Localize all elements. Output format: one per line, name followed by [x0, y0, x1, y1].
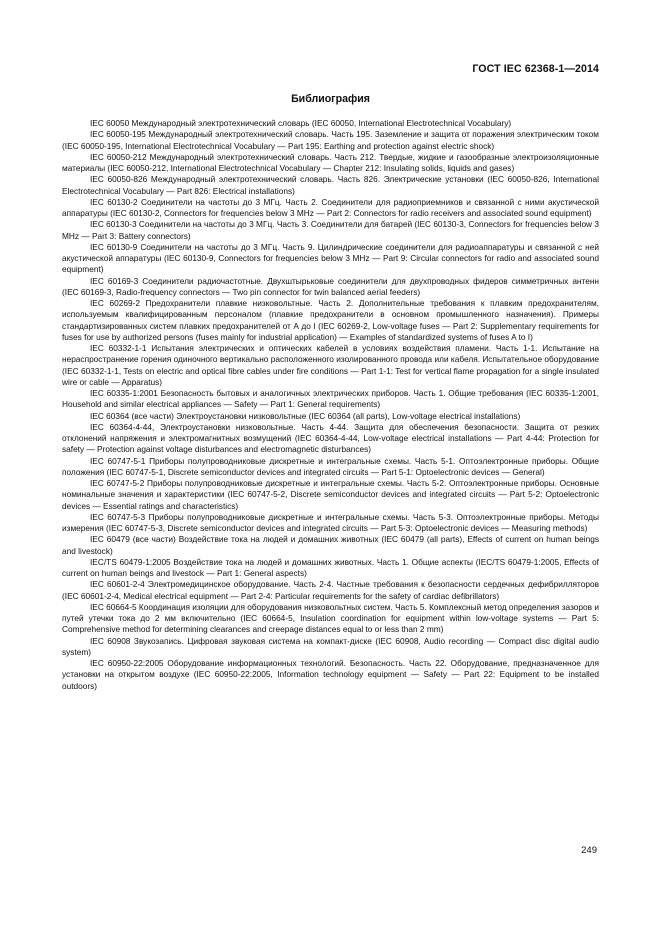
bibliography-entry: IEC 60050-195 Международный электротехнический словарь. Часть 195. Заземление и защита от поражения электрическим током (IEC 60050-195, International Electrotechnical Vocabulary — Part 195: Earthing and protection against electric shock)	[62, 129, 599, 151]
bibliography-entry: IEC 60130-2 Соединители на частоты до 3 МГц. Часть 2. Соединители для радиоприемников и связанной с ними акустической аппаратуры (IEC 60130-2, Connectors for frequencies below 3 MHz — Part 2: Connectors for radio receivers and associated sound equipment)	[62, 196, 599, 218]
bibliography-entry: IEC 60364-4-44, Электроустановки низковольтные. Часть 4-44. Защита для обеспечения безопасности. Защита от резких отклонений напряжения и электромагнитных возмущений (IEC 60364-4-44, Low-voltage electrical installations — Part 4-44: Protection for safety — Protection against voltage disturbances and electromagnetic disturbances)	[62, 421, 599, 455]
bibliography-entry: IEC 60269-2 Предохранители плавкие низковольтные. Часть 2. Дополнительные требования к плавким предохранителям, используемым квалифицированным персоналом (плавкие предохранители в основном промышленного назначения). Примеры стандартизированных систем плавких предохранителей от А до I (IEC 60269-2, Low-voltage fuses — Part 2: Supplementary requirements for fuses for use by authorized persons (fuses mainly for industrial application) — Examples of standardized systems of fuses A to I)	[62, 298, 599, 342]
bibliography-entry: IEC 60747-5-1 Приборы полупроводниковые дискретные и интегральные схемы. Часть 5-1. Оптоэлектронные приборы. Общие положения (IEC 60747-5-1, Discrete semiconductor devices and integrated circuits — Part 5-1: Optoelectronic devices — General)	[62, 455, 599, 477]
bibliography-entry: IEC 60130-3 Соединители на частоты до 3 МГц. Часть 3. Соединители для батарей (IEC 60130-3, Connectors for frequencies below 3 MHz — Part 3: Battery connectors)	[62, 219, 599, 241]
bibliography-entry: IEC 60169-3 Соединители радиочастотные. Двухштырьковые соединители для двухпроводных фидеров симметричных антенн (IEC 60169-3, Radio-frequency connectors — Two pin connector for twin balanced aerial feeders)	[62, 275, 599, 297]
page-number: 249	[581, 845, 597, 856]
bibliography-entry: IEC 60050 Международный электротехнический словарь (IEC 60050, International Electrotechnical Vocabulary)	[90, 118, 512, 128]
bibliography-entry: IEC 60332-1-1 Испытания электрических и оптических кабелей в условиях воздействия пламени. Часть 1-1. Испытание на нераспространение горения одиночного вертикально расположенного изолированного провода или кабеля. Испытательное оборудование (IEC 60332-1-1, Tests on electric and optical fibre cables under fire conditions — Part 1-1: Test for vertical flame propagation for a single insulated wire or cable — Apparatus)	[62, 343, 599, 387]
bibliography-entry: IEC 60747-5-2 Приборы полупроводниковые дискретные и интегральные схемы. Часть 5-2. Оптоэлектронные приборы. Основные номинальные значения и характеристики (IEC 60747-5-2, Discrete semiconductor devices and integrated circuits — Part 5-2: Optoelectronic devices — Essential ratings and characteristics)	[62, 478, 599, 511]
bibliography-entry: IEC 60050-826 Международный электротехнический словарь. Часть 826. Электрические установки (IEC 60050-826, International Electrotechnical Vocabulary — Part 826: Electrical installations)	[62, 174, 599, 196]
bibliography-entry: IEC 60364 (все части) Электроустановки низковольтные (IEC 60364 (all parts), Low-voltage electrical installations)	[90, 410, 521, 421]
bibliography-entry: IEC 60050-212 Международный электротехнический словарь. Часть 212. Твердые, жидкие и газообразные электроизоляционные материалы (IEC 60050-212, International Electrotechnical Vocabulary — Chapter 212: Insulating solids, liquids and gases)	[62, 151, 599, 173]
page-title: Библиография	[291, 93, 370, 105]
standard-header: ГОСТ IEC 62368-1—2014	[472, 63, 599, 75]
bibliography-entry: IEC 60908 Звукозапись. Цифровая звуковая система на компакт-диске (IEC 60908, Audio recording — Compact disc digital audio system)	[62, 635, 599, 657]
bibliography-entry: IEC/TS 60479-1:2005 Воздействие тока на людей и домашних животных. Часть 1. Общие аспекты (IEC/TS 60479-1:2005, Effects of current on human beings and livestock — Part 1: General aspects)	[62, 556, 599, 578]
bibliography-entry: IEC 60747-5-3 Приборы полупроводниковые дискретные и интегральные схемы. Часть 5-3. Оптоэлектронные приборы. Методы измерения (IEC 60747-5-3, Discrete semiconductor devices and integrated circuits — Part 5-3: Optoelectronic devices — Measuring methods)	[62, 511, 599, 533]
bibliography-entry: IEC 60335-1:2001 Безопасность бытовых и аналогичных электрических приборов. Часть 1. Общие требования (IEC 60335-1:2001, Household and similar electrical appliances — Safety — Part 1: General requirements)	[62, 388, 599, 410]
bibliography-entry: IEC 60664-5 Координация изоляции для оборудования низковольтных систем. Часть 5. Комплексный метод определения зазоров и путей утечки тока до 2 мм включительно (IEC 60664-5, Insulation coordination for equipment within low-voltage systems — Part 5: Comprehensive method for determining clearances and creepage distances equal to or less than 2 mm)	[62, 601, 599, 635]
bibliography-entry: IEC 60950-22:2005 Оборудование информационных технологий. Безопасность. Часть 22. Оборудование, предназначенное для установки на открытом воздухе (IEC 60950-22:2005, Information technology equipment — Safety — Part 22: Equipment to be installed outdoors)	[62, 658, 599, 691]
bibliography-entry: IEC 60479 (все части) Воздействие тока на людей и домашних животных (IEC 60479 (all parts), Effects of current on human beings and livestock)	[62, 534, 599, 556]
bibliography-entry: IEC 60601-2-4 Электромедицинское оборудование. Часть 2-4. Частные требования к безопасности сердечных дефибрилляторов (IEC 60601-2-4, Medical electrical equipment — Part 2-4: Particular requirements for the safety of cardiac defibrillators)	[62, 579, 599, 601]
bibliography-list	[62, 118, 599, 692]
bibliography-entry: IEC 60130-9 Соединители на частоты до 3 МГц. Часть 9. Цилиндрические соединители для радиоаппаратуры и связанной с ней акустической аппаратуры (IEC 60130-9, Connectors for frequencies below 3 MHz — Part 9: Circular connectors for radio and associated sound equipment)	[62, 241, 599, 275]
